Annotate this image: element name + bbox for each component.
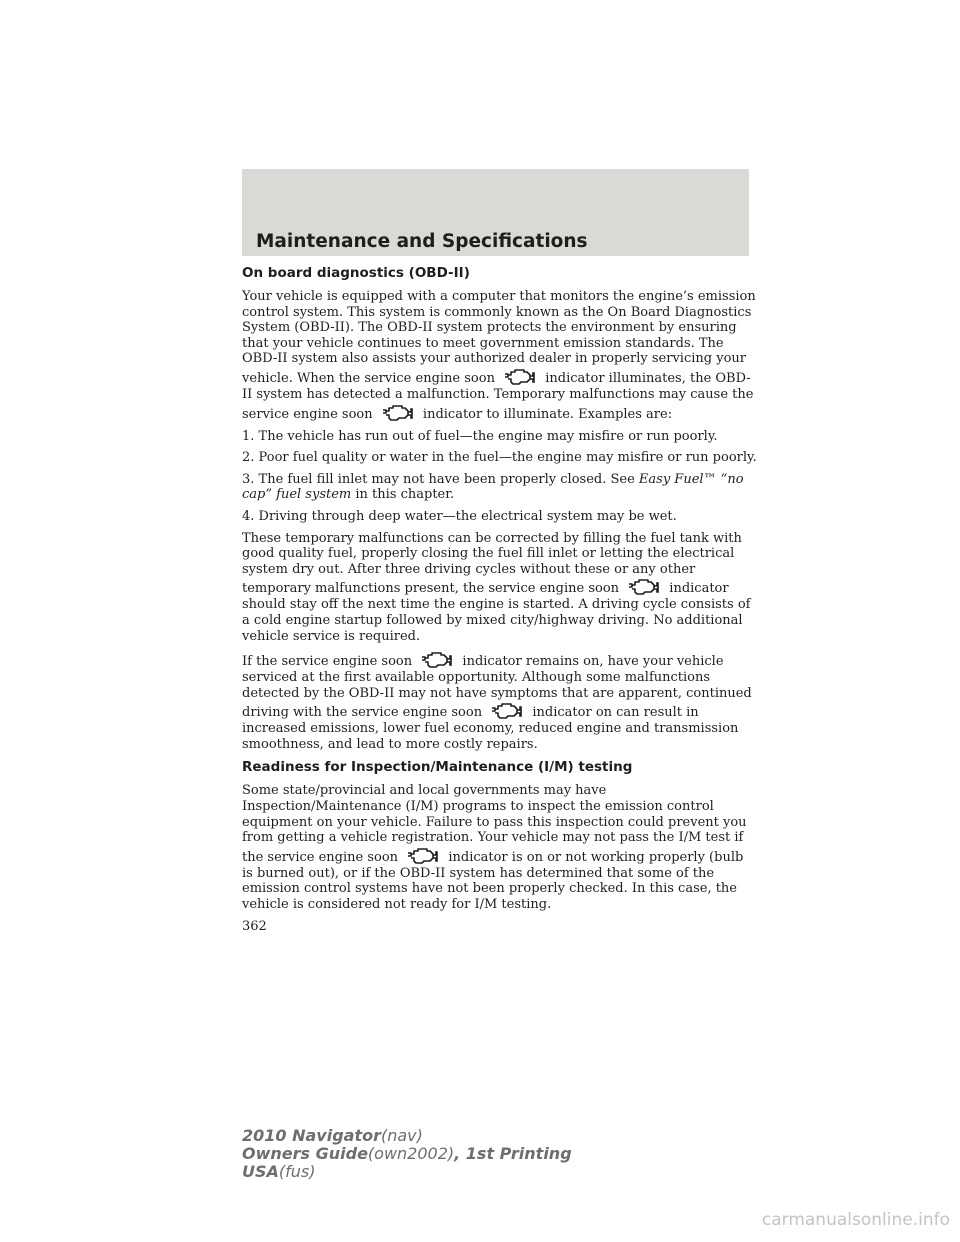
engine-icon bbox=[405, 846, 443, 866]
indicator-remains-on-paragraph bbox=[242, 650, 758, 752]
section-header-band bbox=[242, 169, 749, 256]
site-watermark: carmanualsonline.info bbox=[761, 1210, 950, 1230]
im-testing-paragraph bbox=[242, 783, 758, 912]
example-item-4: 4. Driving through deep water—the electrical system may be wet. bbox=[242, 508, 677, 524]
footer-printing: , 1st Printing bbox=[454, 1144, 572, 1163]
item3-text-b: in this chapter. bbox=[355, 487, 455, 503]
footer-guide-code: (own2002) bbox=[367, 1144, 455, 1163]
footer-model-code: (nav) bbox=[380, 1126, 423, 1145]
temporary-malfunctions-paragraph bbox=[242, 531, 758, 645]
p2-text-a: These temporary malfunctions can be corrected by filling the fuel tank with good quality fuel, properly closing the fuel fill inlet or letting the electrical system dry out. After three driving cycles without these or any other temporary malfunctions present, the service engine soon bbox=[242, 530, 742, 597]
example-item-2: 2. Poor fuel quality or water in the fuel—the engine may misfire or run poorly. bbox=[242, 450, 757, 466]
obd-text-b: indicator illuminates, the OBD-II system has detected a malfunction. Temporary malfunctions may cause the service engine soon bbox=[242, 370, 754, 422]
engine-icon bbox=[380, 403, 418, 423]
engine-icon bbox=[419, 650, 457, 670]
p3-text-b: indicator remains on, have your vehicle serviced at the first available opportunity. Although some malfunctions detected by the OBD-II may not have symptoms that are apparent, continued driving with the service engine soon bbox=[242, 654, 752, 721]
item3-text-a: 3. The fuel fill inlet may not have been properly closed. See bbox=[242, 471, 635, 487]
example-item-3 bbox=[242, 472, 758, 503]
page-content bbox=[242, 264, 758, 935]
p3-text-c: indicator on can result in increased emissions, lower fuel economy, reduced engine and transmission smoothness, and lead to more costly repairs. bbox=[242, 705, 739, 752]
obd-heading: On board diagnostics (OBD-II) bbox=[242, 265, 470, 281]
p3-text-a: If the service engine soon bbox=[242, 654, 413, 670]
footer-line-2 bbox=[242, 1145, 572, 1163]
p4-text-a: Some state/provincial and local governments may have Inspection/Maintenance (I/M) programs to inspect the emission control equipment on your vehicle. Failure to pass this inspection could prevent you from getting a vehicle registration. Your vehicle may not pass the I/M test if the service engine soon bbox=[242, 783, 747, 865]
section-title: Maintenance and Specifications bbox=[256, 231, 588, 252]
print-footer bbox=[242, 1127, 572, 1181]
p2-text-b: indicator should stay off the next time the engine is started. A driving cycle consists of a cold engine startup followed by mixed city/highway driving. No additional vehicle service is required. bbox=[242, 581, 751, 644]
footer-model: 2010 Navigator bbox=[242, 1126, 381, 1145]
obd-paragraph bbox=[242, 289, 758, 423]
footer-region: USA bbox=[242, 1162, 279, 1181]
footer-line-1 bbox=[242, 1127, 572, 1145]
im-testing-heading: Readiness for Inspection/Maintenance (I/M) testing bbox=[242, 759, 633, 776]
p4-text-b: indicator is on or not working properly (bulb is burned out), or if the OBD-II system has determined that some of the emission control systems have not been properly checked. In this case, the vehicle is considered not ready for I/M testing. bbox=[242, 849, 744, 913]
engine-icon bbox=[626, 577, 664, 597]
footer-guide: Owners Guide bbox=[242, 1144, 368, 1163]
obd-text-c: indicator to illuminate. Examples are: bbox=[422, 406, 673, 422]
footer-line-3 bbox=[242, 1163, 572, 1181]
page-number: 362 bbox=[242, 918, 267, 934]
footer-region-code: (fus) bbox=[278, 1162, 316, 1181]
easy-fuel-reference: Easy Fuel™ “no cap” fuel system bbox=[242, 471, 744, 503]
example-item-1: 1. The vehicle has run out of fuel—the engine may misfire or run poorly. bbox=[242, 428, 718, 444]
engine-icon bbox=[489, 701, 527, 721]
engine-icon bbox=[502, 367, 540, 387]
obd-text-a: Your vehicle is equipped with a computer that monitors the engine’s emission control system. This system is commonly known as the On Board Diagnostics System (OBD-II). The OBD-II system protects the environment by ensuring that your vehicle continues to meet government emission standards. The OBD-II system also assists your authorized dealer in properly servicing your vehicle. When the service engine soon bbox=[242, 289, 756, 386]
